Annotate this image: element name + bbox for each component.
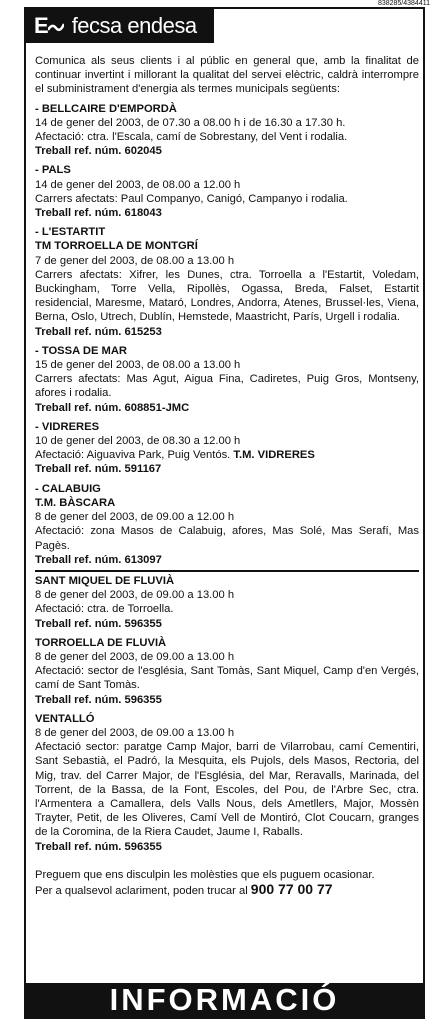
interruption-entry bbox=[35, 636, 419, 707]
entry-details bbox=[35, 130, 419, 144]
entry-reference: Treball ref. núm. 596355 bbox=[35, 840, 162, 853]
interruption-entry bbox=[35, 225, 419, 339]
entry-reference: Treball ref. núm. 613097 bbox=[35, 553, 162, 566]
interruption-entry bbox=[35, 482, 419, 567]
closing-block bbox=[35, 868, 419, 898]
phone-number: 900 77 00 77 bbox=[250, 880, 333, 897]
entry-subtitle: TM TORROELLA DE MONTGRÍ bbox=[35, 240, 198, 253]
entry-reference: Treball ref. núm. 596355 bbox=[35, 617, 162, 630]
entry-details-municipality: T.M. VIDRERES bbox=[230, 449, 315, 462]
notice-content bbox=[35, 54, 419, 898]
entry-details bbox=[35, 664, 419, 692]
entry-title: - VIDRERES bbox=[35, 420, 100, 433]
entry-subtitle: T.M. BÀSCARA bbox=[35, 496, 116, 509]
logo-mark-letter: E bbox=[34, 13, 48, 38]
interruption-entry bbox=[35, 102, 419, 159]
entry-reference: Treball ref. núm. 615253 bbox=[35, 325, 162, 338]
entry-date: 8 de gener del 2003, de 09.00 a 12.00 h bbox=[35, 511, 235, 524]
entry-details bbox=[35, 372, 419, 400]
interruption-entry bbox=[35, 420, 419, 477]
interruption-list bbox=[35, 102, 419, 854]
company-logo bbox=[26, 9, 214, 43]
intro-text: Comunica als seus clients i al públic en general que, amb la finalitat de continuar invertint i millorant la qualitat del servei elèctric, caldrà interrompre el subministrament d'energia als termes municipals següents: bbox=[35, 55, 419, 96]
interruption-entry bbox=[35, 344, 419, 415]
entry-title: - L'ESTARTIT bbox=[35, 226, 106, 239]
entry-title: - CALABUIG bbox=[35, 482, 101, 495]
entry-date: 14 de gener del 2003, de 07.30 a 08.00 h i de 16.30 a 17.30 h. bbox=[35, 116, 346, 129]
entry-title: SANT MIQUEL DE FLUVIÀ bbox=[35, 574, 175, 587]
entry-date: 14 de gener del 2003, de 08.00 a 12.00 h bbox=[35, 178, 241, 191]
entry-date: 15 de gener del 2003, de 08.00 a 13.00 h bbox=[35, 359, 241, 372]
entry-date: 8 de gener del 2003, de 09.00 a 13.00 h bbox=[35, 650, 235, 663]
entry-details bbox=[35, 448, 419, 462]
entry-reference: Treball ref. núm. 618043 bbox=[35, 207, 162, 220]
entry-title: - TOSSA DE MAR bbox=[35, 344, 127, 357]
entry-reference: Treball ref. núm. 596355 bbox=[35, 693, 162, 706]
entry-details-text: Afectació: Aiguaviva Park, Puig Ventós. bbox=[35, 449, 231, 462]
entry-date: 7 de gener del 2003, de 08.00 a 13.00 h bbox=[35, 254, 235, 267]
logo-text: fecsa endesa bbox=[71, 13, 197, 38]
entry-details-text: Afectació: ctra. l'Escala, camí de Sobrestany, del Vent i rodalia. bbox=[35, 131, 348, 144]
interruption-entry bbox=[35, 570, 419, 631]
entry-reference: Treball ref. núm. 591167 bbox=[35, 463, 162, 476]
entry-date: 10 de gener del 2003, de 08.30 a 12.00 h bbox=[35, 435, 241, 448]
entry-details-text: Carrers afectats: Mas Agut, Aigua Fina, Cadiretes, Puig Gros, Montseny, afores i rodalia. bbox=[35, 373, 419, 400]
entry-date: 8 de gener del 2003, de 09.00 a 13.00 h bbox=[35, 589, 235, 602]
entry-details bbox=[35, 192, 419, 206]
entry-details bbox=[35, 268, 419, 325]
entry-details bbox=[35, 602, 419, 616]
entry-reference: Treball ref. núm. 602045 bbox=[35, 145, 162, 158]
entry-title: - BELLCAIRE D'EMPORDÀ bbox=[35, 102, 177, 115]
info-banner: INFORMACIÓ bbox=[26, 983, 423, 1017]
wave-icon bbox=[48, 20, 64, 34]
header-code: 838285/4384411 bbox=[377, 0, 430, 7]
entry-details bbox=[35, 524, 419, 552]
notice-frame bbox=[24, 7, 425, 1019]
entry-details bbox=[35, 740, 419, 839]
interruption-entry bbox=[35, 163, 419, 220]
contact-text: Per a qualsevol aclariment, poden trucar al bbox=[35, 884, 248, 897]
contact-line bbox=[35, 882, 419, 898]
entry-title: VENTALLÓ bbox=[35, 712, 95, 725]
entry-details-text: Afectació: zona Masos de Calabuig, afores, Mas Solé, Mas Serafí, Mas Pagès. bbox=[35, 525, 419, 552]
entry-details-text: Afectació: sector de l'església, Sant Tomàs, Sant Miquel, Camp d'en Vergés, camí de Sant Tomàs. bbox=[35, 665, 419, 692]
entry-details-text: Carrers afectats: Xifrer, les Dunes, ctra. Torroella a l'Estartit, Voledam, Buckingham, Torre Vella, Ripollès, Ogassa, Breda, Falset, Estartit residencial, Maresme, Mataró, Londres, Andorra, Atenes, Brussel·les, Viena, Berna, Oslo, Utrech, Dublín, Hemstede, Maastricht, París, Urgell i rodalia. bbox=[35, 268, 419, 324]
entry-details-text: Afectació: ctra. de Torroella. bbox=[35, 603, 174, 616]
entry-details-text: Afectació sector: paratge Camp Major, barri de Vilarrobau, camí Cementiri, Sant Sebastià, el Padró, la Mesquita, els Pujols, dels Masos, Rectoria, del Mig, trav. del Carrer Major, de l'Església, del Mar, Reravalls, Marinada, del Torrent, de la Bassa, de la Font, Escoles, del Pou, de l'Arbre Sec, ctra. l'Armentera a Camallera, dels Valls Nous, dels Ametllers, Major, Mossèn Trayter, Petit, de les Oliveres, Camí Vell de Montiró, Clot Coucarn, granges de la Coromina, de la Riera Caudet, Jaume I, Raballs. bbox=[35, 741, 419, 839]
entry-title: - PALS bbox=[35, 164, 71, 177]
interruption-entry bbox=[35, 712, 419, 854]
entry-date: 8 de gener del 2003, de 09.00 a 13.00 h bbox=[35, 726, 235, 739]
entry-reference: Treball ref. núm. 608851-JMC bbox=[35, 401, 190, 414]
logo-mark bbox=[34, 15, 64, 37]
entry-details-text: Carrers afectats: Paul Companyo, Canigó, Campanyo i rodalia. bbox=[35, 192, 348, 205]
apology-text: Preguem que ens disculpin les molèsties que els puguem ocasionar. bbox=[35, 868, 375, 881]
entry-title: TORROELLA DE FLUVIÀ bbox=[35, 636, 167, 649]
